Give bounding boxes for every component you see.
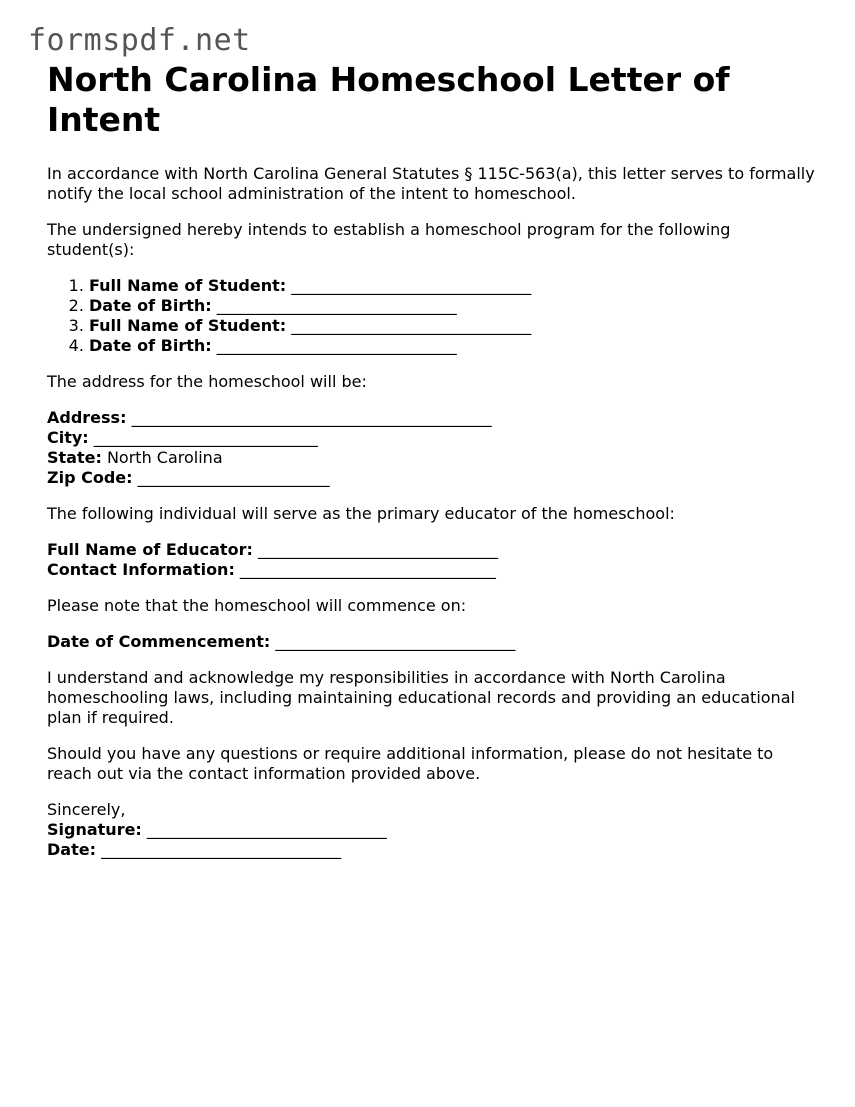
field-label: Date of Birth: xyxy=(89,296,212,315)
commence-intro: Please note that the homeschool will commence on: xyxy=(47,596,467,615)
address-block xyxy=(47,408,817,488)
commence-block xyxy=(47,632,817,652)
date-blank[interactable]: ______________________________ xyxy=(95,840,342,859)
blank-field[interactable]: ______________________________ xyxy=(211,296,457,315)
students-intro: The undersigned hereby intends to establish a homeschool program for the following student(s): xyxy=(47,220,731,259)
educator-intro: The following individual will serve as the primary educator of the homeschool: xyxy=(47,504,675,523)
address-intro: The address for the homeschool will be: xyxy=(47,372,367,391)
field-label: Full Name of Student: xyxy=(89,276,287,295)
acknowledge-paragraph: I understand and acknowledge my responsibilities in accordance with North Carolina homeschooling laws, including maintaining educational records and providing an educational plan if required. xyxy=(47,668,795,727)
blank-field[interactable]: ______________________________ xyxy=(211,336,457,355)
city-line xyxy=(47,428,817,448)
educator-name-blank[interactable]: ______________________________ xyxy=(252,540,498,559)
city-label: City: xyxy=(47,428,89,447)
commence-blank[interactable]: ______________________________ xyxy=(270,632,516,651)
blank-field[interactable]: ______________________________ xyxy=(286,316,532,335)
students-list xyxy=(47,276,817,356)
state-value: North Carolina xyxy=(101,448,223,467)
closing-block xyxy=(47,800,817,860)
contact-blank[interactable]: ________________________________ xyxy=(234,560,496,579)
commence-label: Date of Commencement: xyxy=(47,632,271,651)
intro-paragraph: In accordance with North Carolina General Statutes § 115C-563(a), this letter serves to formally notify the local school administration of the intent to homeschool. xyxy=(47,164,815,203)
list-item xyxy=(89,336,817,356)
watermark: formspdf.net xyxy=(28,23,251,58)
list-item xyxy=(89,316,817,336)
state-label: State: xyxy=(47,448,102,467)
address-line xyxy=(47,408,817,428)
address-label: Address: xyxy=(47,408,127,427)
field-label: Date of Birth: xyxy=(89,336,212,355)
blank-field[interactable]: ______________________________ xyxy=(286,276,532,295)
signature-label: Signature: xyxy=(47,820,142,839)
zip-line xyxy=(47,468,817,488)
signature-blank[interactable]: ______________________________ xyxy=(141,820,387,839)
contact-label: Contact Information: xyxy=(47,560,235,579)
list-item xyxy=(89,276,817,296)
address-blank[interactable]: _____________________________________________ xyxy=(126,408,492,427)
commence-line xyxy=(47,632,817,652)
date-label: Date: xyxy=(47,840,96,859)
document-page xyxy=(47,60,817,876)
contact-line xyxy=(47,560,817,580)
zip-blank[interactable]: ________________________ xyxy=(132,468,330,487)
page-title: North Carolina Homeschool Letter of Intent xyxy=(47,60,730,139)
date-line xyxy=(47,840,817,860)
city-blank[interactable]: ____________________________ xyxy=(88,428,318,447)
signature-line xyxy=(47,820,817,840)
zip-label: Zip Code: xyxy=(47,468,133,487)
questions-paragraph: Should you have any questions or require additional information, please do not hesitate to reach out via the contact information provided above. xyxy=(47,744,774,783)
list-item xyxy=(89,296,817,316)
field-label: Full Name of Student: xyxy=(89,316,287,335)
educator-name-line xyxy=(47,540,817,560)
sincerely-line: Sincerely, xyxy=(47,800,126,819)
state-line xyxy=(47,448,817,468)
educator-name-label: Full Name of Educator: xyxy=(47,540,253,559)
educator-block xyxy=(47,540,817,580)
